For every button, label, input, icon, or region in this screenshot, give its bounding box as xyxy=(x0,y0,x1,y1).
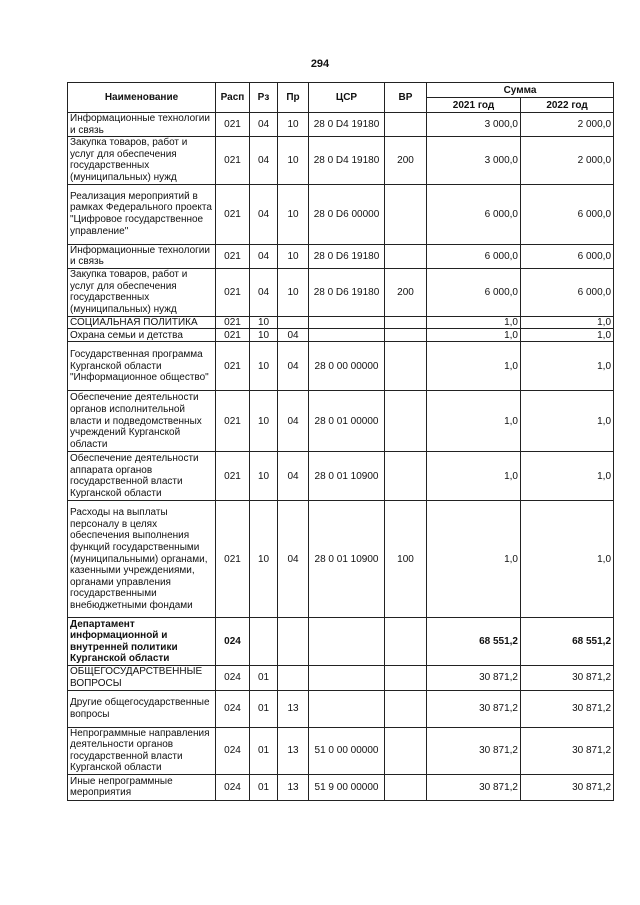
cell-name: Обеспечение деятельности органов исполнительной власти и подведомственных учреждений Курганской области xyxy=(68,391,216,452)
table-header xyxy=(68,83,614,113)
cell-pr: 10 xyxy=(278,268,309,316)
cell-csr: 51 9 00 00000 xyxy=(309,774,385,800)
cell-2022: 6 000,0 xyxy=(521,244,614,268)
table-row xyxy=(68,666,614,690)
table-row xyxy=(68,184,614,244)
cell-pr xyxy=(278,666,309,690)
cell-2021: 1,0 xyxy=(427,329,521,342)
header-rasp: Расп xyxy=(216,83,250,113)
cell-rz: 01 xyxy=(250,774,278,800)
cell-2021: 3 000,0 xyxy=(427,137,521,184)
cell-csr xyxy=(309,690,385,727)
cell-vr xyxy=(385,774,427,800)
cell-vr xyxy=(385,244,427,268)
cell-rasp: 021 xyxy=(216,452,250,501)
cell-2021: 30 871,2 xyxy=(427,690,521,727)
cell-rz: 10 xyxy=(250,329,278,342)
cell-name: Закупка товаров, работ и услуг для обеспечения государственных (муниципальных) нужд xyxy=(68,137,216,184)
cell-pr xyxy=(278,618,309,666)
cell-csr: 28 0 D4 19180 xyxy=(309,113,385,137)
cell-rz: 04 xyxy=(250,113,278,137)
table-row xyxy=(68,452,614,501)
cell-name: Непрограммные направления деятельности органов государственной власти Курганской области xyxy=(68,727,216,774)
cell-rasp: 024 xyxy=(216,666,250,690)
cell-rasp: 021 xyxy=(216,342,250,391)
cell-2022: 6 000,0 xyxy=(521,184,614,244)
cell-2022: 1,0 xyxy=(521,316,614,329)
table-row xyxy=(68,391,614,452)
cell-2022: 2 000,0 xyxy=(521,113,614,137)
cell-vr xyxy=(385,452,427,501)
table-row xyxy=(68,774,614,800)
cell-vr xyxy=(385,618,427,666)
header-rz: Рз xyxy=(250,83,278,113)
cell-vr: 200 xyxy=(385,137,427,184)
page-number: 294 xyxy=(310,58,330,70)
cell-pr: 13 xyxy=(278,727,309,774)
cell-rz: 01 xyxy=(250,727,278,774)
cell-2022: 6 000,0 xyxy=(521,268,614,316)
cell-csr xyxy=(309,316,385,329)
cell-rz: 10 xyxy=(250,316,278,329)
cell-rz: 10 xyxy=(250,452,278,501)
cell-rasp: 021 xyxy=(216,329,250,342)
cell-2022: 1,0 xyxy=(521,501,614,618)
cell-2022: 1,0 xyxy=(521,329,614,342)
header-year-2021: 2021 год xyxy=(427,98,521,113)
cell-csr: 28 0 D6 19180 xyxy=(309,244,385,268)
cell-vr xyxy=(385,690,427,727)
cell-2022: 30 871,2 xyxy=(521,727,614,774)
cell-rasp: 021 xyxy=(216,268,250,316)
cell-rz: 01 xyxy=(250,666,278,690)
cell-2021: 6 000,0 xyxy=(427,184,521,244)
cell-rasp: 021 xyxy=(216,501,250,618)
cell-pr: 13 xyxy=(278,774,309,800)
cell-name: Закупка товаров, работ и услуг для обеспечения государственных (муниципальных) нужд xyxy=(68,268,216,316)
cell-csr: 28 0 01 10900 xyxy=(309,452,385,501)
cell-2022: 2 000,0 xyxy=(521,137,614,184)
table-row xyxy=(68,727,614,774)
cell-vr xyxy=(385,666,427,690)
cell-2022: 1,0 xyxy=(521,452,614,501)
cell-rz: 01 xyxy=(250,690,278,727)
cell-vr: 200 xyxy=(385,268,427,316)
cell-pr: 04 xyxy=(278,342,309,391)
cell-pr: 04 xyxy=(278,329,309,342)
cell-rasp: 021 xyxy=(216,316,250,329)
cell-2021: 1,0 xyxy=(427,452,521,501)
cell-csr xyxy=(309,666,385,690)
cell-name: Информационные технологии и связь xyxy=(68,244,216,268)
cell-rasp: 024 xyxy=(216,618,250,666)
cell-csr: 28 0 01 10900 xyxy=(309,501,385,618)
cell-2021: 3 000,0 xyxy=(427,113,521,137)
cell-name: ОБЩЕГОСУДАРСТВЕННЫЕ ВОПРОСЫ xyxy=(68,666,216,690)
cell-csr xyxy=(309,618,385,666)
cell-name: Реализация мероприятий в рамках Федерального проекта "Цифровое государственное управление" xyxy=(68,184,216,244)
cell-rz: 04 xyxy=(250,137,278,184)
cell-2021: 1,0 xyxy=(427,316,521,329)
header-year-2022: 2022 год xyxy=(521,98,614,113)
cell-csr: 28 0 D4 19180 xyxy=(309,137,385,184)
cell-rz: 10 xyxy=(250,391,278,452)
header-sum: Сумма xyxy=(427,83,614,98)
cell-pr: 04 xyxy=(278,391,309,452)
table-row xyxy=(68,329,614,342)
cell-rasp: 021 xyxy=(216,391,250,452)
cell-rasp: 021 xyxy=(216,244,250,268)
cell-pr: 13 xyxy=(278,690,309,727)
cell-csr: 28 0 00 00000 xyxy=(309,342,385,391)
cell-csr: 51 0 00 00000 xyxy=(309,727,385,774)
cell-pr: 10 xyxy=(278,184,309,244)
cell-2022: 30 871,2 xyxy=(521,690,614,727)
cell-name: Другие общегосударственные вопросы xyxy=(68,690,216,727)
table-row xyxy=(68,501,614,618)
cell-name: Обеспечение деятельности аппарата органов государственной власти Курганской области xyxy=(68,452,216,501)
cell-rasp: 024 xyxy=(216,774,250,800)
cell-csr xyxy=(309,329,385,342)
cell-csr: 28 0 D6 19180 xyxy=(309,268,385,316)
header-csr: ЦСР xyxy=(309,83,385,113)
cell-2021: 1,0 xyxy=(427,391,521,452)
cell-vr xyxy=(385,342,427,391)
cell-2021: 30 871,2 xyxy=(427,727,521,774)
cell-vr xyxy=(385,113,427,137)
cell-rasp: 021 xyxy=(216,184,250,244)
cell-2022: 30 871,2 xyxy=(521,774,614,800)
cell-pr: 10 xyxy=(278,137,309,184)
cell-name: Информационные технологии и связь xyxy=(68,113,216,137)
cell-name: Иные непрограммные мероприятия xyxy=(68,774,216,800)
table-row xyxy=(68,113,614,137)
cell-2021: 6 000,0 xyxy=(427,268,521,316)
cell-2021: 1,0 xyxy=(427,342,521,391)
budget-table xyxy=(67,82,614,801)
table-row xyxy=(68,690,614,727)
cell-rasp: 024 xyxy=(216,727,250,774)
cell-name: Департамент информационной и внутренней политики Курганской области xyxy=(68,618,216,666)
table-row xyxy=(68,342,614,391)
header-vr: ВР xyxy=(385,83,427,113)
cell-pr: 04 xyxy=(278,501,309,618)
cell-2021: 30 871,2 xyxy=(427,774,521,800)
cell-rz: 04 xyxy=(250,184,278,244)
cell-rz xyxy=(250,618,278,666)
cell-2022: 1,0 xyxy=(521,391,614,452)
cell-2022: 1,0 xyxy=(521,342,614,391)
cell-name: Расходы на выплаты персоналу в целях обеспечения выполнения функций государственными (муниципальными) органами, казенными учреждениями, органами управления государственными внебюджетными фондами xyxy=(68,501,216,618)
cell-rasp: 021 xyxy=(216,137,250,184)
cell-vr xyxy=(385,329,427,342)
header-name: Наименование xyxy=(68,83,216,113)
cell-rz: 10 xyxy=(250,342,278,391)
cell-vr xyxy=(385,184,427,244)
cell-2021: 68 551,2 xyxy=(427,618,521,666)
table-row xyxy=(68,618,614,666)
table-row xyxy=(68,268,614,316)
cell-name: СОЦИАЛЬНАЯ ПОЛИТИКА xyxy=(68,316,216,329)
cell-vr xyxy=(385,316,427,329)
cell-pr: 04 xyxy=(278,452,309,501)
table-row xyxy=(68,137,614,184)
cell-2021: 30 871,2 xyxy=(427,666,521,690)
cell-name: Государственная программа Курганской области "Информационное общество" xyxy=(68,342,216,391)
cell-rz: 04 xyxy=(250,268,278,316)
cell-csr: 28 0 01 00000 xyxy=(309,391,385,452)
table-row xyxy=(68,316,614,329)
cell-pr xyxy=(278,316,309,329)
cell-vr xyxy=(385,391,427,452)
cell-rz: 04 xyxy=(250,244,278,268)
cell-name: Охрана семьи и детства xyxy=(68,329,216,342)
cell-2021: 1,0 xyxy=(427,501,521,618)
cell-2022: 30 871,2 xyxy=(521,666,614,690)
table-body xyxy=(68,113,614,801)
cell-2022: 68 551,2 xyxy=(521,618,614,666)
cell-pr: 10 xyxy=(278,244,309,268)
header-pr: Пр xyxy=(278,83,309,113)
cell-rz: 10 xyxy=(250,501,278,618)
cell-pr: 10 xyxy=(278,113,309,137)
table-row xyxy=(68,244,614,268)
cell-vr: 100 xyxy=(385,501,427,618)
cell-vr xyxy=(385,727,427,774)
cell-rasp: 024 xyxy=(216,690,250,727)
cell-2021: 6 000,0 xyxy=(427,244,521,268)
cell-csr: 28 0 D6 00000 xyxy=(309,184,385,244)
cell-rasp: 021 xyxy=(216,113,250,137)
